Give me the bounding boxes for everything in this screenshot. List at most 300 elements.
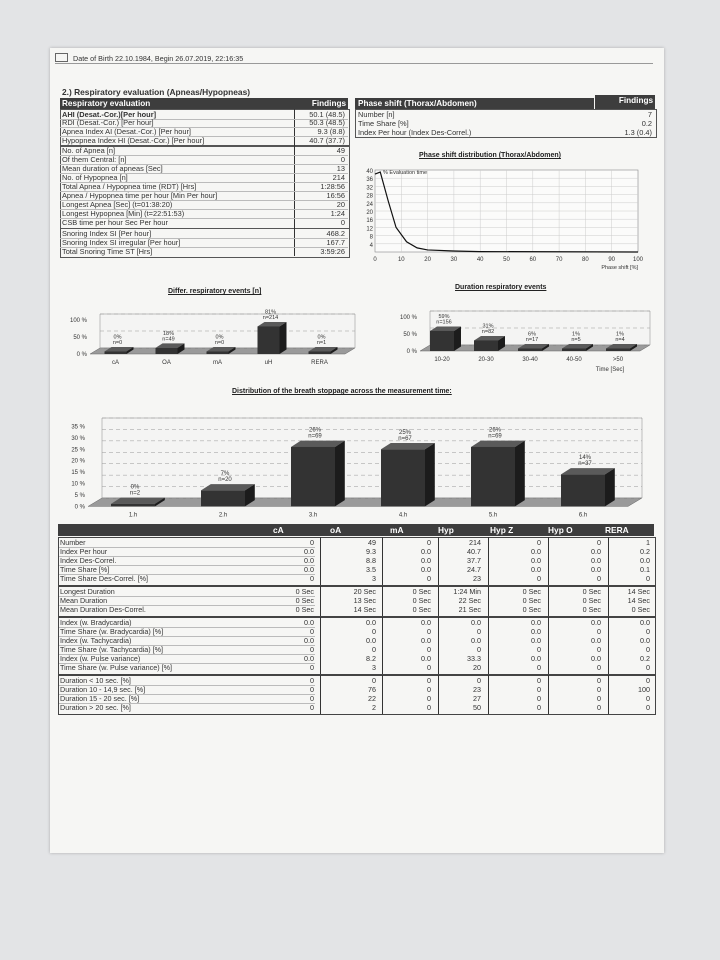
table-cell: 0.0 [591, 636, 601, 645]
table-cell: 0.0 [471, 636, 481, 645]
table-cell: 1:24 Min [453, 587, 481, 596]
header-text: Date of Birth 22.10.1984, Begin 26.07.2019, 22:16:35 [73, 54, 244, 63]
chart-dist-bar [111, 504, 155, 507]
table-cell: 0.0 [304, 636, 314, 645]
chart-duration-bar [518, 349, 542, 352]
table-cell: 0.0 [591, 556, 601, 565]
distribution-chart-title: Distribution of the breath stoppage across the measurement time: [232, 388, 452, 395]
table-cell: 0 [310, 538, 314, 547]
chart-dist-bar [201, 490, 245, 506]
phase-shift-title: Phase shift (Thorax/Abdomen) [355, 98, 594, 109]
phase-row-value: 1.3 (0.4) [624, 128, 652, 137]
table-cell: 0.0 [421, 618, 431, 627]
table-cell: 0.0 [421, 547, 431, 556]
chart-dist-ytick: 20 % [71, 458, 85, 465]
chart-differ-category: cA [111, 360, 120, 366]
table-row-label: Index Per hour [60, 547, 108, 556]
chart-differ-bar [258, 326, 280, 354]
table-cell: 0 [646, 574, 650, 583]
table-cell: 14 Sec [627, 596, 650, 605]
chart-duration-count-label: n=5 [571, 337, 581, 343]
table-cell: 0.0 [591, 565, 601, 574]
table-cell: 0.2 [640, 654, 650, 663]
table-column-header: oA [330, 525, 342, 535]
table-column-divider [320, 537, 321, 585]
table-cell: 76 [368, 685, 376, 694]
resp-row-value: 468.2 [326, 229, 345, 238]
table-cell: 0 [427, 703, 431, 712]
chart-dist-pct-label: 14% [578, 455, 592, 462]
chart-dist-category: 6.h [578, 512, 588, 519]
chart-differ-bar [309, 352, 331, 355]
chart-differ-category: OA [162, 360, 171, 366]
table-row-label: Longest Duration [60, 587, 115, 596]
table-cell: 0 [427, 685, 431, 694]
table-cell: 0 [646, 663, 650, 672]
resp-row-label: Total Apnea / Hypopnea time (RDT) [Hrs] [62, 182, 197, 191]
chart-dist-bar-side [515, 441, 525, 507]
resp-row-value: 16:56 [326, 191, 345, 200]
table-cell: 0.0 [531, 636, 541, 645]
table-cell: 0.0 [531, 547, 541, 556]
table-column-header: Hyp [438, 525, 454, 535]
table-cell: 0 [372, 676, 376, 685]
phase-xtick: 0 [373, 257, 377, 263]
chart-dist-count-label: n=69 [308, 433, 322, 440]
phase-ytick: 8 [369, 234, 373, 241]
resp-row-value: 40.7 (37.7) [309, 136, 345, 145]
table-column-divider [488, 586, 489, 616]
resp-row-value: 3:59:26 [320, 247, 345, 256]
chart-duration-category: 30-40 [522, 357, 538, 363]
table-cell: 0 [597, 574, 601, 583]
table-row-label: Time Share [%] [60, 565, 110, 574]
chart-dist-category: 1.h [128, 512, 138, 519]
table-column-header: mA [390, 525, 404, 535]
table-cell: 0.0 [531, 565, 541, 574]
resp-row-label: Longest Hypopnea [Min] (t=22:51:53) [62, 209, 185, 218]
chart-duration-bar [606, 349, 630, 352]
table-cell: 0 [310, 703, 314, 712]
table-cell: 0 [372, 627, 376, 636]
table-cell: 0 [372, 645, 376, 654]
table-cell: 100 [638, 685, 650, 694]
table-row-label: Index (w. Pulse variance) [60, 654, 141, 663]
chart-duration-pct-label: 1% [572, 331, 580, 338]
table-cell: 3 [372, 663, 376, 672]
resp-row-value: 13 [336, 164, 345, 173]
phase-ytick: 36 [366, 177, 373, 184]
table-cell: 8.2 [366, 654, 376, 663]
phase-xtick: 50 [503, 257, 510, 263]
resp-row-value: 49 [336, 146, 345, 155]
chart-differ-category: RERA [311, 360, 328, 366]
resp-eval-title: Respiratory evaluation [60, 98, 294, 109]
table-cell: 20 Sec [353, 587, 376, 596]
table-cell: 0 [310, 627, 314, 636]
chart-dist-bar [381, 449, 425, 506]
table-cell: 0 [537, 703, 541, 712]
table-cell: 0.0 [366, 636, 376, 645]
table-cell: 13 Sec [353, 596, 376, 605]
phase-findings-label: Findings [595, 95, 655, 109]
resp-row-value: 0 [340, 218, 345, 227]
chart-differ-count-label: n=0 [112, 340, 123, 346]
resp-row-value: 50.3 (48.5) [309, 118, 345, 127]
chart-duration-count-label: n=82 [481, 328, 495, 335]
table-cell: 0 Sec [522, 605, 541, 614]
resp-row-label: No. of Apnea [n] [62, 146, 116, 155]
table-cell: 0 [310, 676, 314, 685]
table-cell: 0 [427, 627, 431, 636]
table-cell: 0 [477, 645, 481, 654]
resp-row-value: 50.1 (48.5) [309, 110, 345, 119]
phase-ytick: 20 [366, 210, 373, 216]
table-column-header: Hyp O [548, 525, 573, 535]
chart-dist-count-label: n=69 [488, 433, 502, 440]
phase-ytick: 16 [366, 218, 373, 225]
chart-duration-category: 40-50 [566, 357, 582, 363]
phase-xtick: 30 [450, 257, 458, 263]
table-cell: 0 [537, 676, 541, 685]
phase-xtick: 80 [582, 257, 589, 263]
resp-row-value: 167.7 [326, 238, 345, 247]
header-logo-icon [55, 53, 68, 62]
table-cell: 0.0 [421, 636, 431, 645]
table-cell: 24.7 [467, 565, 481, 574]
table-cell: 0 [537, 645, 541, 654]
chart-dist-count-label: n=20 [218, 477, 232, 484]
table-cell: 21 Sec [458, 605, 481, 614]
phase-xlabel: Phase shift [%] [601, 265, 638, 271]
breath-distribution-chart [58, 398, 654, 522]
table-row-label: Mean Duration [60, 596, 108, 605]
table-cell: 0.0 [531, 618, 541, 627]
table-cell: 0 [310, 645, 314, 654]
table-cell: 0.0 [591, 618, 601, 627]
table-cell: 0 [537, 685, 541, 694]
table-row-label: Duration 15 - 20 sec. [%] [60, 694, 140, 703]
table-cell: 0 [597, 676, 601, 685]
phase-shift-chart [355, 160, 660, 278]
chart-duration-count-label: n=17 [525, 337, 539, 343]
table-column-divider [548, 675, 549, 714]
table-cell: 8.8 [366, 556, 376, 565]
chart-differ-category: uH [264, 360, 273, 366]
events-table-header [58, 524, 654, 536]
table-row-label: Duration < 10 sec. [%] [60, 676, 131, 685]
table-cell: 0 [597, 663, 601, 672]
differ-chart-title: Differ. respiratory events [n] [168, 288, 262, 295]
table-row-label: Index (w. Tachycardia) [60, 636, 132, 645]
chart-dist-ytick: 10 % [71, 481, 85, 488]
chart-dist-bar-side [425, 443, 435, 506]
table-cell: 0 [597, 694, 601, 703]
table-cell: 0.0 [304, 547, 314, 556]
table-cell: 0.0 [531, 627, 541, 636]
chart-duration-category: 20-30 [478, 357, 494, 363]
table-cell: 1 [646, 538, 650, 547]
chart-dist-pct-label: 7% [220, 471, 230, 478]
table-cell: 0.0 [421, 565, 431, 574]
table-cell: 0 [427, 663, 431, 672]
table-column-divider [320, 617, 321, 674]
table-cell: 23 [473, 685, 481, 694]
table-cell: 0 Sec [522, 587, 541, 596]
chart-differ-pct-label: 0% [317, 334, 326, 341]
table-cell: 0.0 [591, 654, 601, 663]
table-row-label: Time Share (w. Bradycardia) [%] [60, 627, 164, 636]
chart-dist-category: 3.h [308, 512, 318, 519]
table-cell: 0.0 [640, 618, 650, 627]
phase-ytick: 12 [366, 226, 373, 233]
chart-duration-xlabel: Time [Sec] [595, 367, 625, 373]
phase-xtick: 40 [476, 257, 484, 263]
chart-dist-floor [88, 498, 642, 506]
table-cell: 0 [477, 676, 481, 685]
resp-findings-label: Findings [294, 98, 348, 109]
section-title: 2.) Respiratory evaluation (Apneas/Hypopneas) [62, 87, 251, 97]
table-cell: 0.2 [640, 547, 650, 556]
table-column-divider [548, 537, 549, 585]
table-cell: 49 [368, 538, 376, 547]
table-column-divider [320, 675, 321, 714]
table-cell: 0 [427, 538, 431, 547]
table-cell: 0.0 [304, 556, 314, 565]
resp-row-value: 9.3 (8.8) [317, 127, 345, 136]
table-cell: 22 Sec [458, 596, 481, 605]
table-cell: 20 [473, 663, 481, 672]
report-page [50, 48, 664, 853]
resp-row-label: Apnea / Hypopnea time per hour [Min Per hour] [62, 191, 218, 200]
chart-differ-ytick: 100 % [69, 318, 87, 324]
chart-dist-bar-side [605, 468, 615, 506]
chart-dist-category: 2.h [218, 512, 228, 519]
table-cell: 27 [473, 694, 481, 703]
table-cell: 22 [368, 694, 376, 703]
phase-ytick: 4 [369, 242, 373, 249]
resp-row-label: Apnea Index AI (Desat.-Cor.) [Per hour] [62, 127, 191, 136]
resp-row-label: AHI (Desat.-Cor.)[Per hour] [62, 110, 157, 119]
chart-duration-bar [430, 331, 454, 351]
chart-duration-pct-label: 31% [482, 323, 494, 330]
resp-row-label: Of them Central: [n] [62, 155, 127, 164]
chart-duration-count-label: n=156 [436, 319, 452, 326]
resp-row-value: 0 [340, 155, 345, 164]
table-cell: 0 [597, 538, 601, 547]
chart-differ-pct-label: 18% [162, 330, 175, 337]
table-cell: 0 [427, 574, 431, 583]
chart-dist-ytick: 30 % [71, 435, 85, 442]
table-cell: 0 Sec [412, 605, 431, 614]
table-cell: 0.0 [304, 654, 314, 663]
chart-duration-ytick: 100 % [399, 315, 417, 321]
table-row-label: Index (w. Bradycardia) [60, 618, 132, 627]
chart-duration-bar [474, 340, 498, 351]
chart-differ-count-label: n=49 [162, 336, 175, 343]
table-cell: 0.0 [640, 636, 650, 645]
chart-dist-ytick: 15 % [71, 470, 85, 477]
table-column-divider [488, 617, 489, 674]
phase-row-value: 7 [647, 110, 652, 119]
chart-dist-category: 5.h [488, 512, 498, 519]
table-cell: 0.0 [421, 654, 431, 663]
table-column-divider [548, 586, 549, 616]
table-cell: 0 [597, 685, 601, 694]
table-cell: 3.5 [366, 565, 376, 574]
table-cell: 0 Sec [582, 587, 601, 596]
table-cell: 0 Sec [412, 587, 431, 596]
table-row-label: Index Des-Correl. [60, 556, 117, 565]
table-cell: 0 [646, 676, 650, 685]
table-cell: 0 [537, 574, 541, 583]
chart-differ-ytick: 0 % [76, 352, 87, 358]
chart-duration-category: 10-20 [434, 357, 450, 363]
table-cell: 0 [597, 627, 601, 636]
chart-dist-pct-label: 26% [308, 427, 322, 434]
phase-ytick: 28 [366, 193, 373, 200]
chart-dist-category: 4.h [398, 512, 408, 519]
table-row-label: Duration 10 - 14,9 sec. [%] [60, 685, 146, 694]
chart-duration-bar [562, 349, 586, 352]
resp-row-value: 1:24 [330, 209, 345, 218]
table-cell: 0.1 [640, 565, 650, 574]
chart-dist-pct-label: 26% [488, 427, 502, 434]
table-cell: 0 [427, 676, 431, 685]
table-cell: 0.0 [591, 547, 601, 556]
chart-dist-count-label: n=37 [578, 461, 592, 468]
table-row-label: Time Share (w. Pulse variance) [%] [60, 663, 172, 672]
table-cell: 14 Sec [353, 605, 376, 614]
resp-row-label: RDI (Desat.-Cor.) [Per hour] [62, 118, 154, 127]
table-cell: 0 [646, 703, 650, 712]
table-row-label: Number [60, 538, 86, 547]
resp-row-label: Snoring Index SI irregular [Per hour] [62, 238, 181, 247]
table-cell: 0 [646, 627, 650, 636]
table-cell: 2 [372, 703, 376, 712]
chart-differ-count-label: n=0 [214, 340, 225, 346]
patient-header [55, 53, 653, 64]
table-cell: 0 Sec [295, 596, 314, 605]
table-column-header: Hyp Z [490, 525, 514, 535]
table-cell: 0 [310, 685, 314, 694]
resp-row-label: No. of Hypopnea [n] [62, 173, 128, 182]
chart-differ-ytick: 50 % [73, 335, 87, 341]
phase-xtick: 60 [529, 257, 537, 263]
chart-dist-ytick: 0 % [74, 504, 85, 511]
chart-differ-pct-label: 0% [215, 334, 224, 341]
table-row-label: Time Share Des-Correl. [%] [60, 574, 149, 583]
chart-differ-bar [156, 348, 178, 354]
table-cell: 0 Sec [295, 605, 314, 614]
phase-row-label: Number [n] [358, 110, 395, 119]
table-column-divider [320, 586, 321, 616]
phase-ytick: 40 [366, 169, 373, 175]
table-cell: 0.0 [366, 618, 376, 627]
chart-dist-bar [291, 447, 335, 506]
resp-row-label: Mean duration of apneas [Sec] [62, 164, 163, 173]
table-cell: 23 [473, 574, 481, 583]
phase-xtick: 10 [397, 257, 405, 263]
table-cell: 0 Sec [412, 596, 431, 605]
chart-dist-ytick: 35 % [71, 424, 85, 431]
chart-differ-category: mA [213, 360, 222, 366]
table-cell: 3 [372, 574, 376, 583]
table-cell: 0 [427, 694, 431, 703]
table-row-label: Duration > 20 sec. [%] [60, 703, 131, 712]
chart-dist-pct-label: 25% [398, 429, 412, 436]
chart-differ-pct-label: 81% [264, 309, 277, 316]
phase-row-label: Index Per hour (Index Des-Correl.) [358, 128, 472, 137]
chart-duration-count-label: n=4 [615, 337, 625, 343]
table-cell: 0 [310, 574, 314, 583]
table-cell: 50 [473, 703, 481, 712]
resp-row-label: Total Snoring Time ST [Hrs] [62, 247, 153, 256]
table-cell: 0.0 [531, 556, 541, 565]
table-cell: 14 Sec [627, 587, 650, 596]
phase-xtick: 100 [632, 257, 644, 263]
table-cell: 214 [469, 538, 481, 547]
chart-duration-ytick: 0 % [406, 349, 417, 355]
chart-duration-ytick: 50 % [403, 332, 417, 338]
chart-duration-pct-label: 6% [528, 331, 536, 338]
table-cell: 40.7 [467, 547, 481, 556]
resp-row-label: Snoring Index SI [Per hour] [62, 229, 152, 238]
table-cell: 0 [537, 694, 541, 703]
resp-row-value: 20 [336, 200, 345, 209]
table-cell: 37.7 [467, 556, 481, 565]
resp-row-value: 1:28:56 [320, 182, 345, 191]
duration-events-chart [390, 291, 660, 381]
table-cell: 9.3 [366, 547, 376, 556]
chart-dist-bar [561, 474, 605, 506]
phase-row-value: 0.2 [641, 119, 652, 128]
chart-dist-count-label: n=2 [129, 490, 141, 497]
table-cell: 0 [597, 645, 601, 654]
resp-row-value: 214 [332, 173, 345, 182]
table-cell: 0 [477, 627, 481, 636]
table-cell: 0 [310, 694, 314, 703]
table-cell: 0 [537, 538, 541, 547]
table-cell: 0 Sec [522, 596, 541, 605]
chart-duration-category: >50 [612, 357, 624, 363]
table-cell: 0 Sec [631, 605, 650, 614]
chart-differ-bar [105, 352, 127, 355]
table-row-label: Mean Duration Des-Correl. [60, 605, 146, 614]
chart-dist-pct-label: 0% [130, 484, 140, 491]
phase-xtick: 90 [608, 257, 616, 263]
table-row-label: Time Share (w. Tachycardia) [%] [60, 645, 164, 654]
table-cell: 0 [646, 694, 650, 703]
table-cell: 0 Sec [582, 596, 601, 605]
table-cell: 0 [537, 663, 541, 672]
table-cell: 0.0 [421, 556, 431, 565]
phase-xtick: 20 [424, 257, 431, 263]
chart-dist-count-label: n=67 [398, 435, 412, 442]
phase-row-label: Time Share [%] [358, 119, 409, 128]
chart-duration-pct-label: 59% [438, 313, 450, 320]
chart-differ-bar [207, 352, 229, 355]
table-cell: 0 [427, 645, 431, 654]
phase-xtick: 70 [555, 257, 563, 263]
table-cell: 0.0 [304, 565, 314, 574]
chart-dist-ytick: 25 % [71, 447, 85, 454]
chart-differ-pct-label: 0% [113, 334, 122, 341]
phase-ylabel: % Evaluation time [383, 170, 428, 176]
resp-row-label: CSB time per hour Sec Per hour [62, 218, 168, 227]
phase-ytick: 24 [366, 201, 373, 208]
table-cell: 0 Sec [582, 605, 601, 614]
